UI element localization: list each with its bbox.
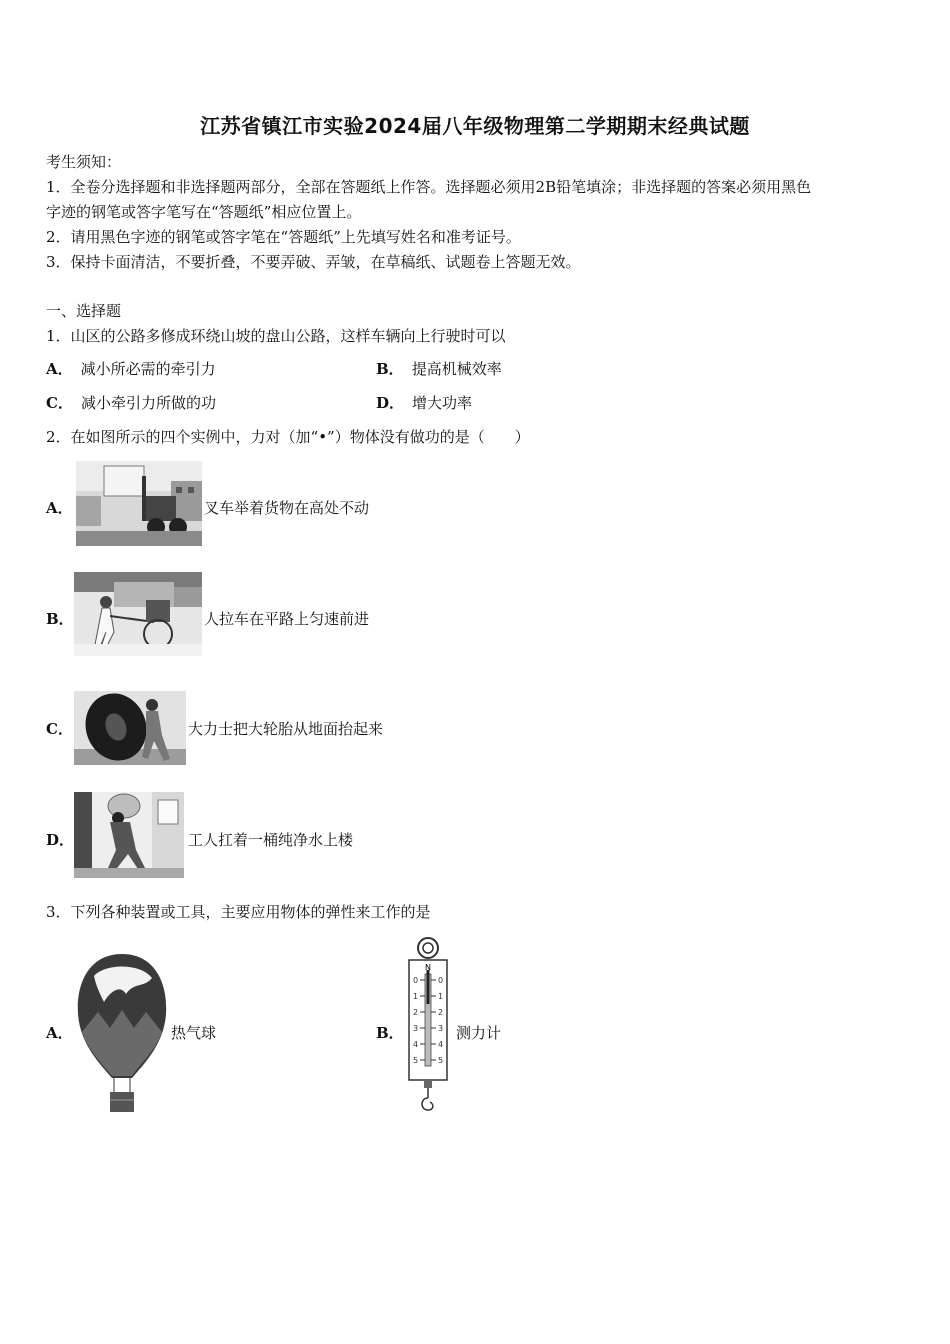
notice-item: 1．全卷分选择题和非选择题两部分，全部在答题纸上作答。选择题必须用2B铅笔填涂；非选择题的答案必须用黑色	[46, 178, 812, 196]
q3-option-a-text: 热气球	[171, 1024, 217, 1042]
notice-item: 字迹的钢笔或答字笔写在“答题纸”相应位置上。	[46, 203, 362, 221]
q1-option-b[interactable]	[376, 359, 502, 379]
option-text: 提高机械效率	[411, 360, 502, 378]
scale-tick-left: 0	[413, 976, 419, 985]
tire-lift-photo[interactable]	[74, 691, 186, 765]
option-label: A．	[46, 360, 73, 378]
scale-tick-left: 1	[413, 992, 419, 1001]
scale-tick-right: 0	[438, 976, 444, 985]
option-label: D．	[376, 394, 405, 412]
question-3-stem: 3．下列各种装置或工具，主要应用物体的弹性来工作的是	[46, 903, 431, 921]
q3-option-b-text: 测力计	[456, 1024, 502, 1042]
q2-option-b-label: B．	[46, 610, 74, 628]
q3-option-a-label: A．	[46, 1024, 73, 1042]
section-heading: 一、选择题	[46, 302, 122, 320]
q2-option-c-label: C．	[46, 720, 73, 738]
option-label: C．	[46, 394, 73, 412]
scale-tick-left: 2	[413, 1008, 419, 1017]
question-1-stem: 1．山区的公路多修成环绕山坡的盘山公路，这样车辆向上行驶时可以	[46, 327, 506, 345]
scale-tick-left: 5	[413, 1056, 419, 1065]
notice-item: 2．请用黑色字迹的钢笔或答字笔在“答题纸”上先填写姓名和准考证号。	[46, 228, 521, 246]
scale-tick-right: 2	[438, 1008, 444, 1017]
q2-option-a-text: 叉车举着货物在高处不动	[204, 499, 370, 517]
q2-option-d-text: 工人扛着一桶纯净水上楼	[188, 831, 354, 849]
q2-option-a-label: A．	[46, 499, 73, 517]
question-2-stem: 2．在如图所示的四个实例中，力对（加“•”）物体没有做功的是（ ）	[46, 428, 530, 446]
page-title: 江苏省镇江市实验2024届八年级物理第二学期期末经典试题	[200, 114, 750, 138]
scale-unit-label: N	[425, 963, 431, 972]
q2-option-d-label: D．	[46, 831, 75, 849]
q1-option-a[interactable]	[46, 359, 216, 379]
spring-scale-image[interactable]	[406, 936, 450, 1116]
q1-option-c[interactable]	[46, 393, 216, 413]
notice-item: 3．保持卡面清洁，不要折叠，不要弄破、弄皱，在草稿纸、试题卷上答题无效。	[46, 253, 581, 271]
forklift-photo[interactable]	[76, 461, 202, 546]
notice-heading: 考生须知：	[46, 153, 122, 171]
scale-tick-right: 1	[438, 992, 444, 1001]
scale-tick-right: 3	[438, 1024, 444, 1033]
scale-tick-left: 4	[413, 1040, 419, 1049]
q2-option-b-text: 人拉车在平路上匀速前进	[204, 610, 370, 628]
q1-option-d[interactable]	[376, 393, 472, 413]
rickshaw-photo[interactable]	[74, 572, 202, 656]
option-text: 增大功率	[412, 394, 473, 412]
water-bucket-photo[interactable]	[74, 792, 184, 878]
option-text: 减小牵引力所做的功	[80, 394, 216, 412]
q2-option-c-text: 大力士把大轮胎从地面抬起来	[188, 720, 384, 738]
scale-tick-right: 5	[438, 1056, 444, 1065]
q3-option-b-label: B．	[376, 1024, 404, 1042]
scale-tick-left: 3	[413, 1024, 419, 1033]
hot-air-balloon-image[interactable]	[74, 952, 170, 1116]
scale-tick-right: 4	[438, 1040, 444, 1049]
option-text: 减小所必需的牵引力	[80, 360, 216, 378]
option-label: B．	[376, 360, 404, 378]
